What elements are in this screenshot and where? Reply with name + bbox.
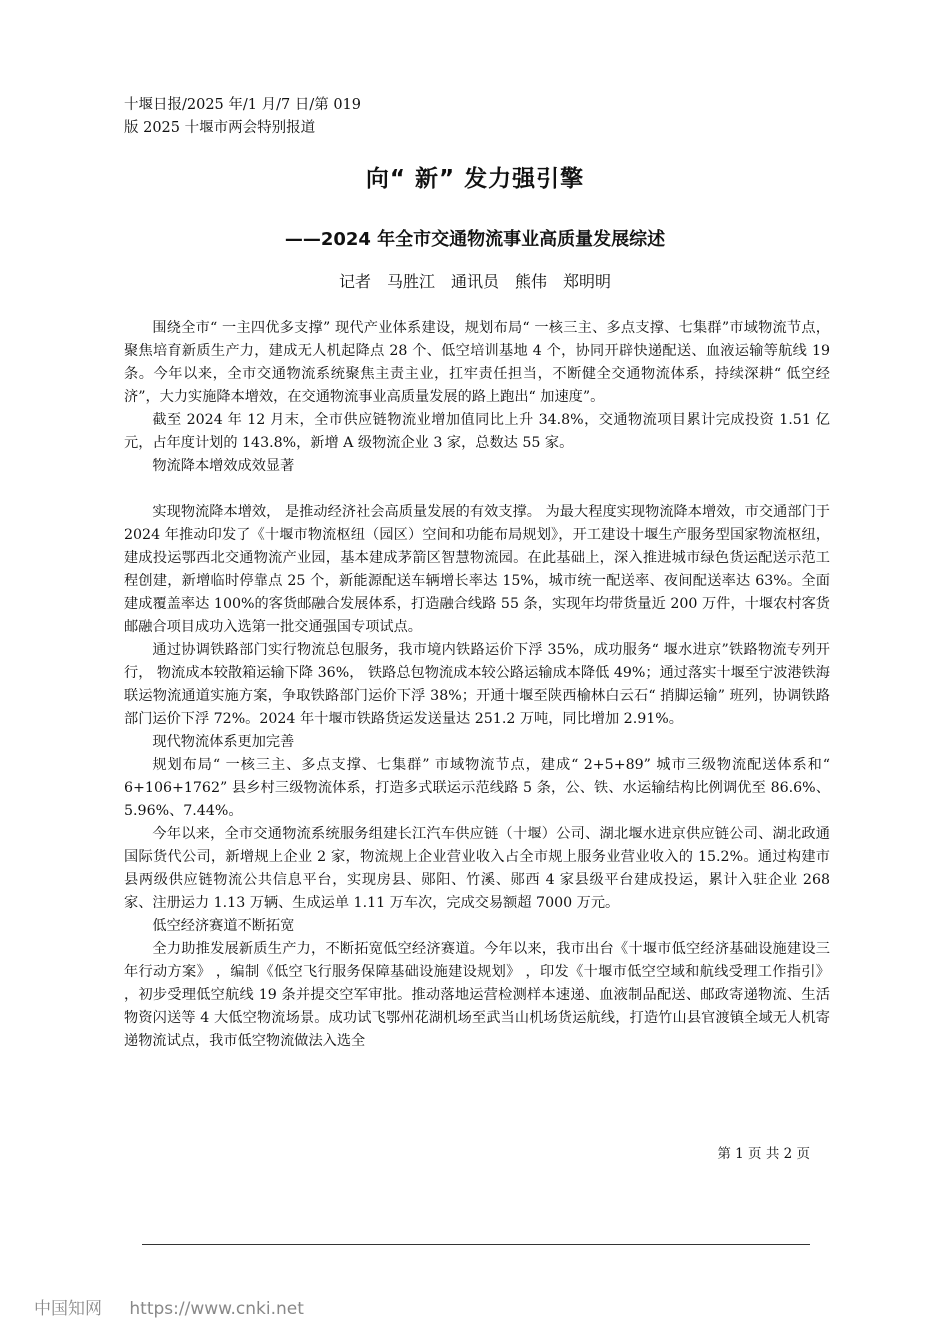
- paragraph: 规划布局“ 一核三主、多点支撑、七集群” 市域物流节点，建成“ 2+5+89” 城市三级物流配送体系和“ 6+106+1762” 县乡村三级物流体系，打造多式联运示范线路 5 条，公、铁、水运输结构比例调优至 86.6%、5.96%、7.44%。: [124, 757, 830, 819]
- source-line-1: 十堰日报/2025 年/1 月/7 日/第 019: [124, 97, 362, 113]
- site-name: 中国知网: [34, 1299, 102, 1319]
- paragraph: 围绕全市“ 一主四优多支撑” 现代产业体系建设，规划布局“ 一核三主、多点支撑、七集群”市域物流节点，聚焦培育新质生产力，建成无人机起降点 28 个、低空培训基地 4 个，协同开辟快递配送、血液运输等航线 19 条。今年以来，全市交通物流系统聚焦主责主业，扛牢责任担当，不断健全交通物流体系，持续深耕“ 低空经济”，大力实施降本增效，在交通物流事业高质量发展的路上跑出“ 加速度”。: [124, 320, 830, 405]
- footer-divider: [142, 1244, 810, 1245]
- section-heading: 现代物流体系更加完善: [152, 734, 295, 750]
- source-info: [124, 94, 444, 140]
- article-body: [124, 317, 830, 1053]
- site-url[interactable]: https://www.cnki.net: [129, 1299, 304, 1319]
- section-heading: 低空经济赛道不断拓宽: [152, 918, 295, 934]
- footer-watermark: [34, 1294, 326, 1319]
- paragraph: 通过协调铁路部门实行物流总包服务，我市境内铁路运价下浮 35%，成功服务“ 堰水进京”铁路物流专列开行， 物流成本较散箱运输下降 36%， 铁路总包物流成本较公路运输成本降低 49%；通过落实十堰至宁波港铁海联运物流通道实施方案，争取铁路部门运价下浮 38%；开通十堰至陕西榆林白云石“ 捎脚运输” 班列，协调铁路部门运价下浮 72%。2024 年十堰市铁路货运发送量达 251.2 万吨，同比增加 2.91%。: [124, 642, 830, 727]
- source-line-2: 版 2025 十堰市两会特别报道: [124, 120, 316, 136]
- paragraph: 实现物流降本增效， 是推动经济社会高质量发展的有效支撑。 为最大程度实现物流降本增效，市交通部门于 2024 年推动印发了《十堰市物流枢纽（园区）空间和功能布局规划》，开工建设十堰生产服务型国家物流枢纽，建成投运鄂西北交通物流产业园，基本建成茅箭区智慧物流园。在此基础上，深入推进城市绿色货运配送示范工程创建，新增临时停靠点 25 个，新能源配送车辆增长率达 15%，城市统一配送率、夜间配送率达 63%。全面建成覆盖率达 100%的客货邮融合发展体系，打造融合线路 55 条，实现年均带货量近 200 万件，十堰农村客货邮融合项目成功入选第一批交通强国专项试点。: [124, 504, 830, 635]
- section-heading: 物流降本增效成效显著: [152, 458, 295, 474]
- paragraph-spacer: [124, 478, 830, 501]
- paragraph: 今年以来，全市交通物流系统服务组建长江汽车供应链（十堰）公司、湖北堰水进京供应链公司、湖北政通国际货代公司，新增规上企业 2 家，物流规上企业营业收入占全市规上服务业营业收入的 15.2%。通过构建市县两级供应链物流公共信息平台，实现房县、郧阳、竹溪、郧西 4 家县级平台建成投运，累计入驻企业 268 家、注册运力 1.13 万辆、生成运单 1.11 万车次，完成交易额超 7000 万元。: [124, 826, 830, 911]
- article-subtitle: ——2024 年全市交通物流事业高质量发展综述: [284, 229, 666, 250]
- article-byline: 记者 马胜江 通讯员 熊伟 郑明明: [338, 272, 611, 291]
- paragraph: 截至 2024 年 12 月末，全市供应链物流业增加值同比上升 34.8%，交通物流项目累计完成投资 1.51 亿元，占年度计划的 143.8%，新增 A 级物流企业 3 家，总数达 55 家。: [124, 412, 830, 451]
- paragraph: 全力助推发展新质生产力，不断拓宽低空经济赛道。今年以来，我市出台《十堰市低空经济基础设施建设三年行动方案》 ，编制《低空飞行服务保障基础设施建设规划》 ，印发《十堰市低空空域和航线受理工作指引》 ，初步受理低空航线 19 条并提交空军审批。推动落地运营检测样本速递、血液制品配送、邮政寄递物流、生活物资闪送等 4 大低空物流场景。成功试飞鄂州花湖机场至武当山机场货运航线，打造竹山县官渡镇全域无人机寄递物流试点，我市低空物流做法入选全: [124, 941, 830, 1049]
- article-title: 向“ 新” 发力强引擎: [365, 166, 585, 192]
- page-number: 第 1 页 共 2 页: [717, 1146, 810, 1162]
